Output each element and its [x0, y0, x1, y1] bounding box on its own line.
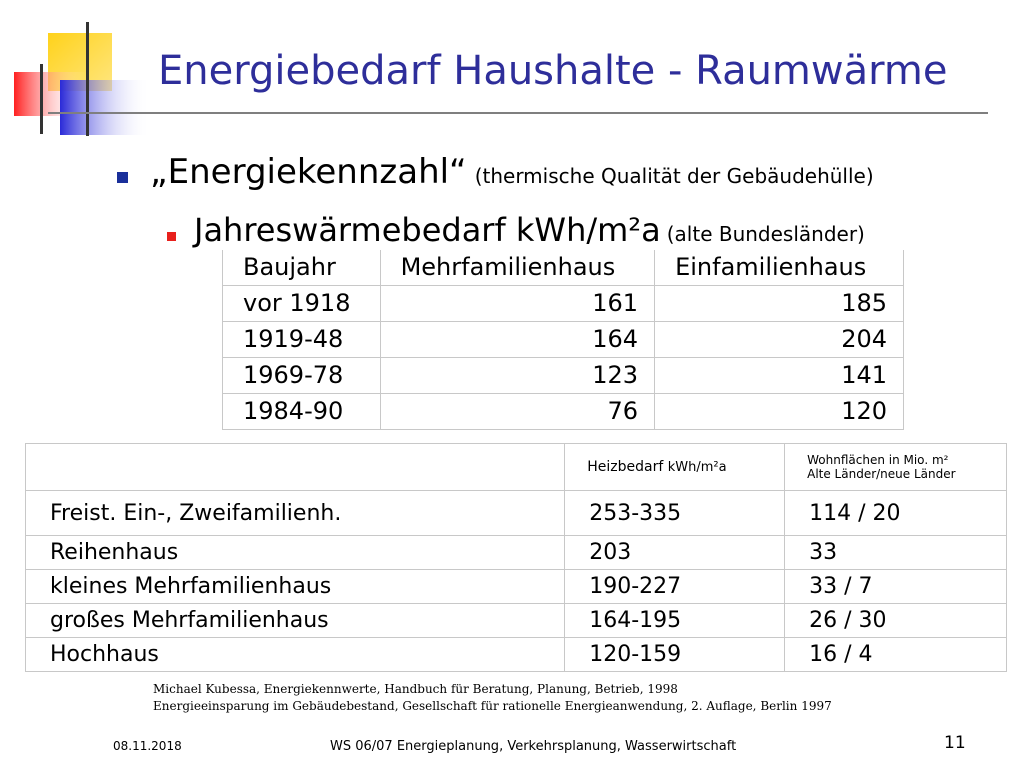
- slide-logo: [0, 0, 160, 140]
- heizbedarf-label: Heizbedarf: [587, 459, 664, 475]
- bullet-level2: [194, 211, 865, 249]
- cell-mehrfamilienhaus: 164: [380, 322, 655, 358]
- reference-item: Energieeinsparung im Gebäudebestand, Gesellschaft für rationelle Energieanwendung, 2. Auflage, Berlin 1997: [153, 699, 832, 713]
- cell-einfamilienhaus: 120: [655, 394, 904, 430]
- cell-mehrfamilienhaus: 161: [380, 286, 655, 322]
- cell-gebaeudetyp: Freist. Ein-, Zweifamilienh.: [26, 491, 565, 536]
- table-row: [223, 358, 904, 394]
- references: [153, 681, 832, 715]
- cell-gebaeudetyp: Hochhaus: [26, 638, 565, 672]
- column-header-heizbedarf: [565, 444, 785, 491]
- footer-course: WS 06/07 Energieplanung, Verkehrsplanung, Wasserwirtschaft: [330, 739, 737, 754]
- heat-demand-by-year-table: [222, 250, 904, 430]
- bullet-level1-text: „Energiekennzahl“: [150, 152, 467, 192]
- column-header-gebaeudetyp: [26, 444, 565, 491]
- table-row: [223, 286, 904, 322]
- cell-wohnflaechen: 114 / 20: [785, 491, 1007, 536]
- column-header-mehrfamilienhaus: Mehrfamilienhaus: [380, 250, 655, 286]
- cell-heizbedarf: 253-335: [565, 491, 785, 536]
- table-row: [223, 322, 904, 358]
- title-divider: [48, 112, 988, 114]
- cell-wohnflaechen: 16 / 4: [785, 638, 1007, 672]
- table-row: [26, 536, 1007, 570]
- column-header-einfamilienhaus: Einfamilienhaus: [655, 250, 904, 286]
- cell-heizbedarf: 190-227: [565, 570, 785, 604]
- cell-heizbedarf: 120-159: [565, 638, 785, 672]
- cell-einfamilienhaus: 185: [655, 286, 904, 322]
- bullet-level1-note: (thermische Qualität der Gebäudehülle): [474, 164, 874, 188]
- heizbedarf-unit: kWh/m²a: [667, 460, 727, 475]
- cell-baujahr: 1984-90: [223, 394, 381, 430]
- wohnflaechen-sublabel: Alte Länder/neue Länder: [807, 467, 956, 481]
- column-header-wohnflaechen: [785, 444, 1007, 491]
- table-row: [26, 491, 1007, 536]
- cell-heizbedarf: 203: [565, 536, 785, 570]
- bullet-level1: [150, 152, 874, 192]
- cell-mehrfamilienhaus: 123: [380, 358, 655, 394]
- table-row: [26, 570, 1007, 604]
- wohnflaechen-label: Wohnflächen in Mio. m²: [807, 453, 949, 467]
- table-row: [26, 638, 1007, 672]
- bullet-marker-level1: [117, 172, 128, 183]
- cell-baujahr: vor 1918: [223, 286, 381, 322]
- bullet-marker-level2: [167, 232, 176, 241]
- cell-gebaeudetyp: Reihenhaus: [26, 536, 565, 570]
- bullet-level2-text: Jahreswärmebedarf kWh/m²a: [194, 211, 661, 249]
- cell-wohnflaechen: 26 / 30: [785, 604, 1007, 638]
- cell-einfamilienhaus: 141: [655, 358, 904, 394]
- cell-baujahr: 1969-78: [223, 358, 381, 394]
- building-type-table: [25, 443, 1007, 672]
- cell-wohnflaechen: 33 / 7: [785, 570, 1007, 604]
- cell-wohnflaechen: 33: [785, 536, 1007, 570]
- reference-item: Michael Kubessa, Energiekennwerte, Handbuch für Beratung, Planung, Betrieb, 1998: [153, 682, 678, 696]
- bullet-level2-note: (alte Bundesländer): [666, 222, 865, 246]
- table-row: [26, 604, 1007, 638]
- cell-gebaeudetyp: kleines Mehrfamilienhaus: [26, 570, 565, 604]
- table-header-row: [223, 250, 904, 286]
- cell-gebaeudetyp: großes Mehrfamilienhaus: [26, 604, 565, 638]
- table-row: [223, 394, 904, 430]
- cell-heizbedarf: 164-195: [565, 604, 785, 638]
- slide-title: Energiebedarf Haushalte - Raumwärme: [158, 48, 948, 94]
- column-header-baujahr: Baujahr: [223, 250, 381, 286]
- cell-mehrfamilienhaus: 76: [380, 394, 655, 430]
- page-number: 11: [944, 733, 966, 753]
- cell-baujahr: 1919-48: [223, 322, 381, 358]
- cell-einfamilienhaus: 204: [655, 322, 904, 358]
- table-header-row: [26, 444, 1007, 491]
- footer-date: 08.11.2018: [113, 739, 182, 753]
